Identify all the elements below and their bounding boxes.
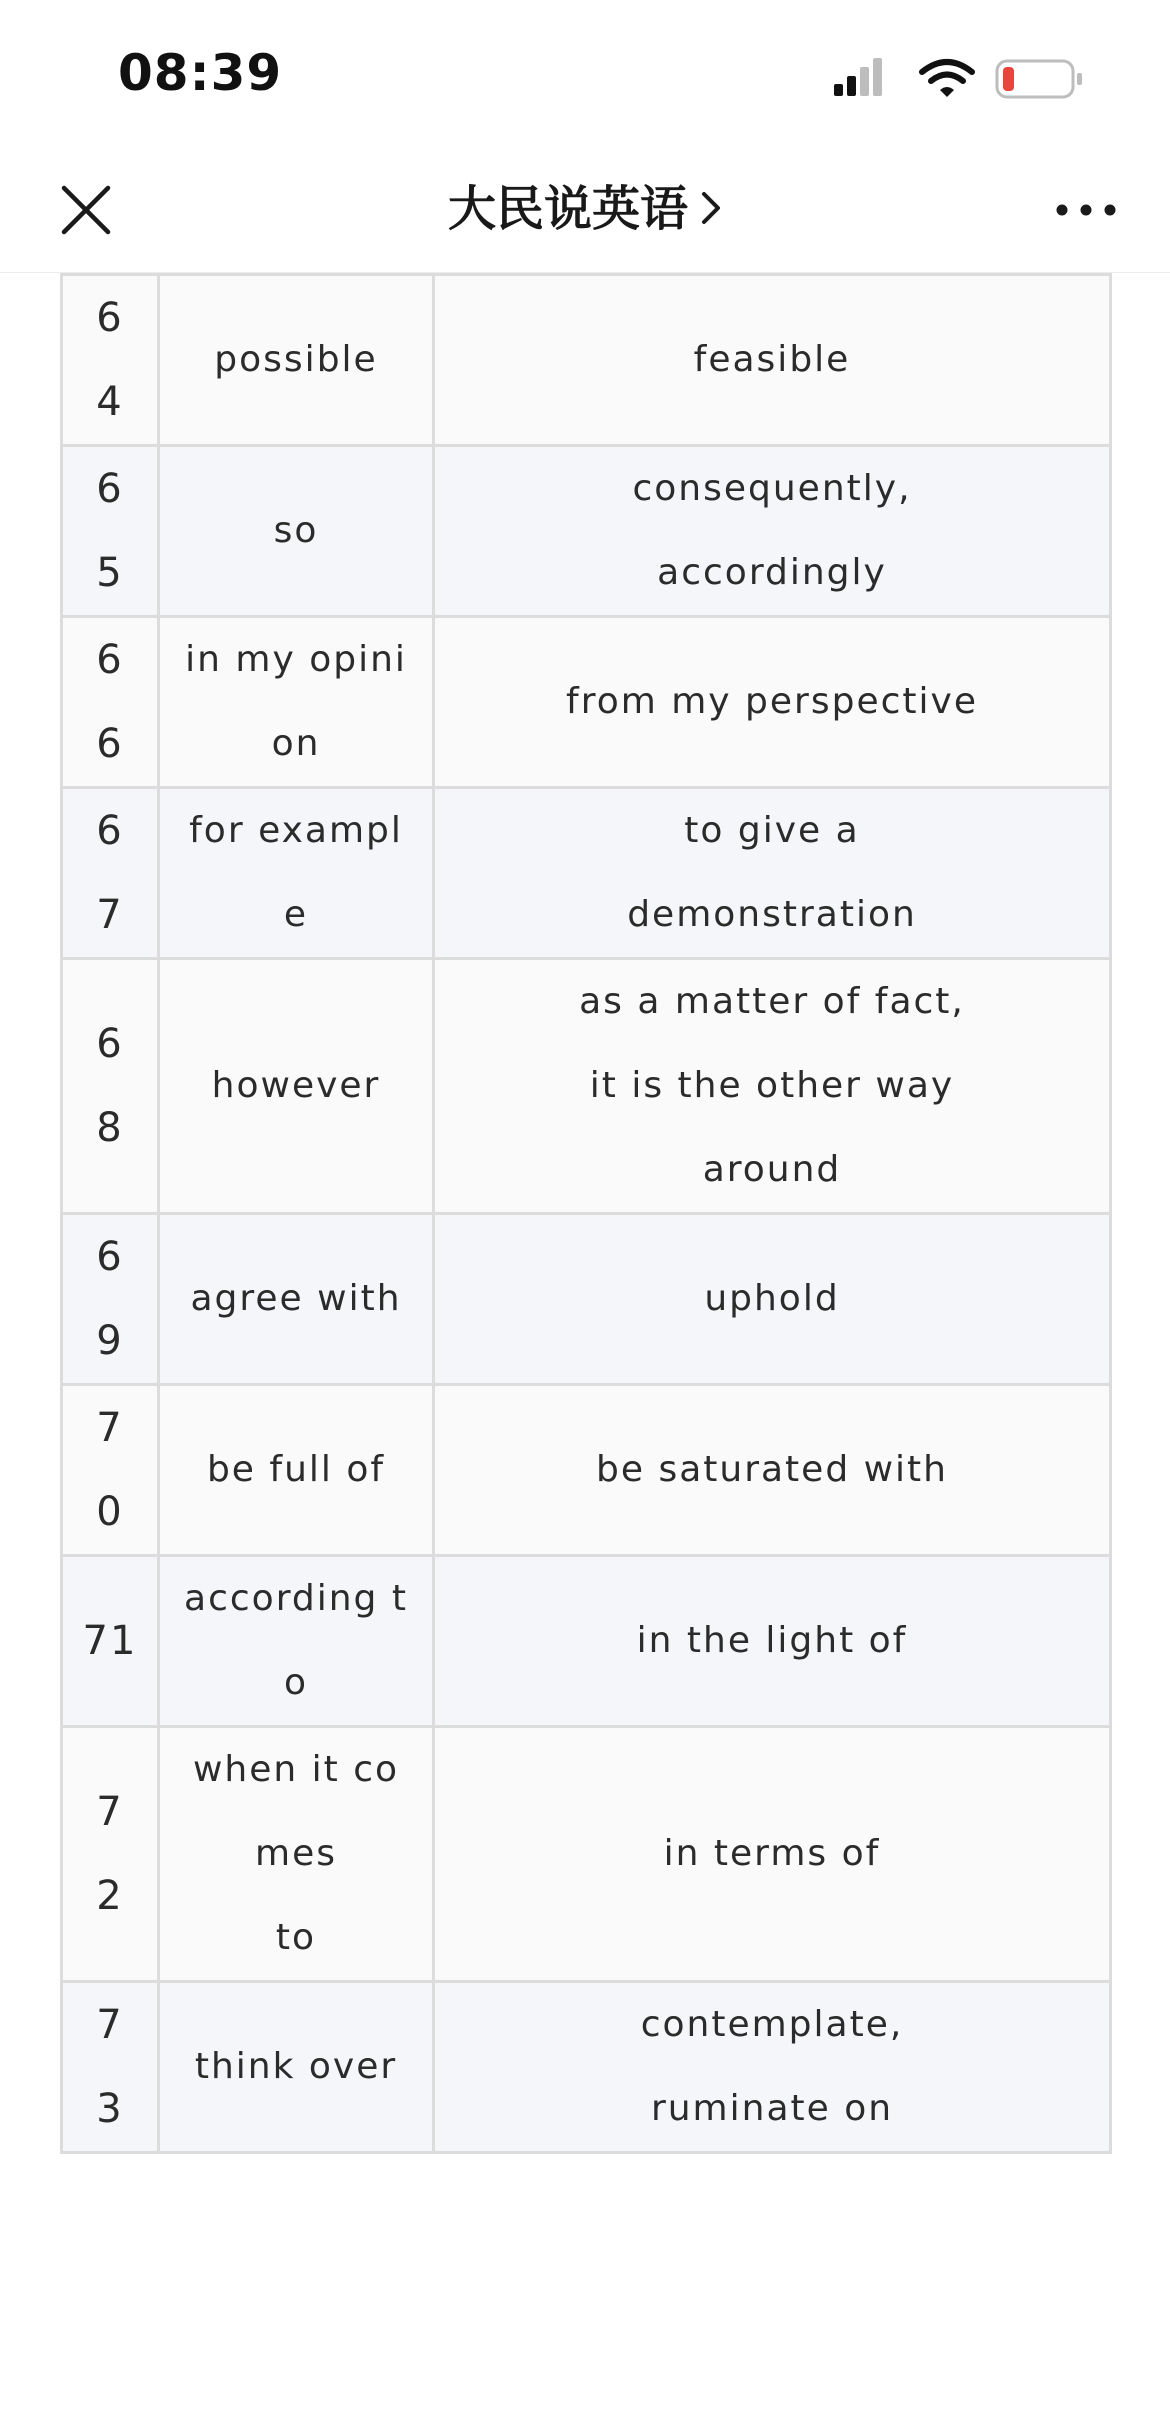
advanced-phrase-line: feasible [693,339,851,380]
advanced-phrase-line: from my perspective [566,681,978,722]
battery-icon [997,61,1082,97]
advanced-phrase-line: uphold [704,1278,840,1319]
common-phrase-cell [159,1727,434,1982]
row-number-cell [62,1385,159,1556]
advanced-phrase-line: around [702,1149,842,1190]
advanced-phrase-cell [434,1982,1111,2153]
common-phrase-line: when it co [192,1749,400,1790]
common-phrase-line: be full of [206,1449,386,1490]
advanced-phrase-cell [434,1385,1111,1556]
common-phrase-cell [159,1385,434,1556]
common-phrase-line: possible [214,339,378,380]
wifi-icon [922,62,972,97]
row-number-line: 4 [96,379,124,425]
common-phrase-line: so [273,510,319,551]
advanced-phrase-cell [434,1727,1111,1982]
common-phrase-cell [159,275,434,446]
status-bar [0,0,1170,150]
row-number-line: 6 [96,808,124,854]
table-row [62,1214,1111,1385]
row-number-cell [62,959,159,1214]
table-row [62,788,1111,959]
advanced-phrase-cell [434,1556,1111,1727]
row-number-line: 3 [96,2086,124,2132]
common-phrase-cell [159,617,434,788]
row-number-cell [62,788,159,959]
common-phrase-line: agree with [190,1278,402,1319]
table-row [62,1982,1111,2153]
row-number-line: 2 [96,1873,124,1919]
vocabulary-table [60,273,1112,2154]
table-row [62,1727,1111,1982]
row-number-cell [62,275,159,446]
row-number-line: 8 [96,1105,124,1151]
row-number-cell [62,1214,159,1385]
row-number-cell [62,617,159,788]
advanced-phrase-cell [434,617,1111,788]
more-icon [1054,190,1118,230]
table-row [62,446,1111,617]
status-time: 08:39 [118,44,283,102]
chevron-right-icon [700,190,722,226]
common-phrase-line: to [275,1917,317,1958]
row-number-line: 6 [96,1021,124,1067]
vocabulary-table-body [62,275,1111,2153]
row-number-line: 6 [96,1234,124,1280]
advanced-phrase-cell [434,788,1111,959]
advanced-phrase-line: in terms of [663,1833,881,1874]
common-phrase-line: for exampl [189,810,403,851]
common-phrase-line: e [283,894,309,935]
common-phrase-cell [159,1982,434,2153]
status-icons [834,56,1094,100]
advanced-phrase-line: to give a [684,810,860,851]
advanced-phrase-line: ruminate on [650,2088,894,2129]
signal-icon [834,58,882,96]
table-row [62,1556,1111,1727]
account-title-link[interactable] [0,176,1170,242]
vocabulary-table-container [60,273,1112,2154]
common-phrase-line: however [211,1065,381,1106]
common-phrase-line: in my opini [185,639,407,680]
common-phrase-cell [159,1556,434,1727]
advanced-phrase-cell [434,446,1111,617]
common-phrase-line: o [283,1662,309,1703]
status-icons-svg [834,56,1094,100]
row-number-line: 6 [96,295,124,341]
advanced-phrase-cell [434,959,1111,1214]
common-phrase-cell [159,959,434,1214]
common-phrase-cell [159,446,434,617]
row-number-line: 9 [96,1318,124,1364]
advanced-phrase-cell [434,1214,1111,1385]
advanced-phrase-cell [434,275,1111,446]
table-row [62,275,1111,446]
common-phrase-cell [159,788,434,959]
more-button[interactable] [1054,190,1118,230]
common-phrase-line: according t [184,1578,408,1619]
advanced-phrase-line: as a matter of fact, [579,981,965,1022]
row-number-cell [62,1727,159,1982]
row-number-line: 7 [96,1405,124,1451]
row-number-line: 6 [96,721,124,767]
table-row [62,959,1111,1214]
common-phrase-line: on [271,723,321,764]
row-number-line: 0 [96,1489,124,1535]
row-number-line: 71 [82,1618,138,1664]
advanced-phrase-line: consequently, [632,468,912,509]
row-number-cell [62,1556,159,1727]
table-row [62,1385,1111,1556]
row-number-line: 6 [96,637,124,683]
common-phrase-cell [159,1214,434,1385]
advanced-phrase-line: accordingly [657,552,887,593]
advanced-phrase-line: demonstration [627,894,917,935]
nav-bar [0,150,1170,273]
advanced-phrase-line: it is the other way [589,1065,955,1106]
row-number-line: 5 [96,550,124,596]
row-number-line: 7 [96,1789,124,1835]
row-number-cell [62,1982,159,2153]
advanced-phrase-line: be saturated with [596,1449,948,1490]
advanced-phrase-line: contemplate, [640,2004,904,2045]
advanced-phrase-line: in the light of [636,1620,908,1661]
row-number-line: 7 [96,892,124,938]
page-title: 大民说英语 [447,181,688,237]
row-number-line: 6 [96,466,124,512]
common-phrase-line: mes [255,1833,337,1874]
table-row [62,617,1111,788]
row-number-cell [62,446,159,617]
row-number-line: 7 [96,2002,124,2048]
common-phrase-line: think over [194,2046,398,2087]
